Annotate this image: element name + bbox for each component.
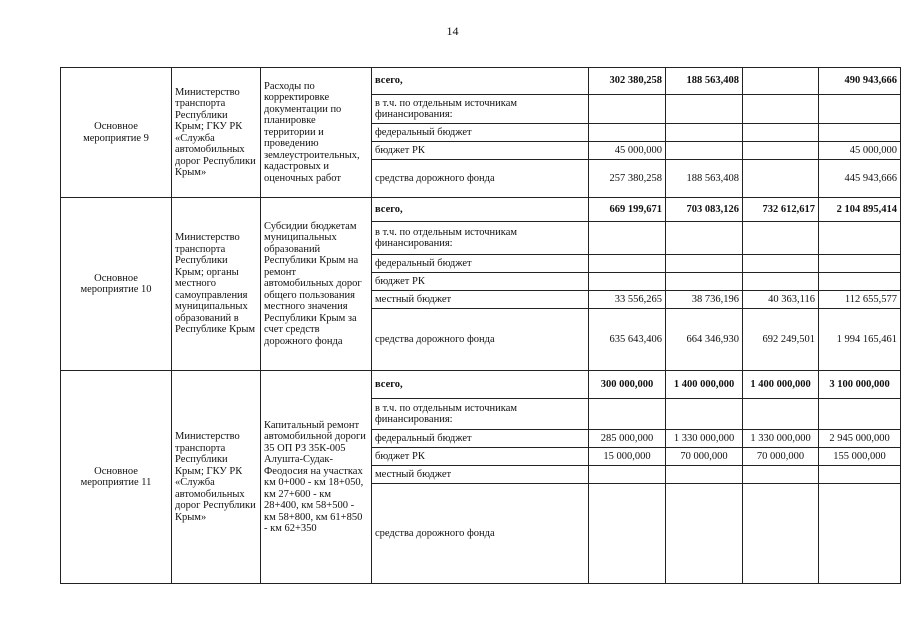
year-value — [666, 222, 743, 255]
year-value: 302 380,258 — [589, 68, 666, 95]
year-value — [589, 484, 666, 584]
description-cell: Субсидии бюджетам муниципальных образований Республики Крым на ремонт автомобильных дорог общего пользования местного значения Республики Крым за счет средств дорожного фонда — [261, 198, 372, 371]
total-value — [819, 255, 901, 273]
executor-cell: Министерство транспорта Республики Крым; ГКУ РК «Служба автомобильных дорог Республики Крым» — [172, 68, 261, 198]
year-value — [743, 142, 819, 160]
year-value: 300 000,000 — [589, 371, 666, 399]
year-value: 45 000,000 — [589, 142, 666, 160]
total-value — [819, 124, 901, 142]
table-row — [61, 198, 901, 222]
funding-source: федеральный бюджет — [372, 124, 589, 142]
description-cell: Капитальный ремонт автомобильной дороги 35 ОП РЗ 35К-005 Алушта-Судак-Феодосия на участках км 0+000 - км 18+050, км 27+600 - км 28+400, км 58+500 - км 58+800, км 61+850 - км 62+350 — [261, 371, 372, 584]
year-value: 188 563,408 — [666, 160, 743, 198]
total-value: 45 000,000 — [819, 142, 901, 160]
executor-cell: Министерство транспорта Республики Крым; органы местного самоуправления муниципальных образований в Республике Крым — [172, 198, 261, 371]
total-value — [819, 466, 901, 484]
funding-source: в т.ч. по отдельным источникам финансирования: — [372, 95, 589, 124]
year-value: 33 556,265 — [589, 291, 666, 309]
year-value: 692 249,501 — [743, 309, 819, 371]
year-value: 1 330 000,000 — [666, 430, 743, 448]
year-value — [743, 95, 819, 124]
year-value — [666, 273, 743, 291]
year-value — [589, 399, 666, 430]
year-value — [743, 399, 819, 430]
year-value — [589, 466, 666, 484]
total-value — [819, 95, 901, 124]
funding-source: в т.ч. по отдельным источникам финансирования: — [372, 399, 589, 430]
total-value: 3 100 000,000 — [819, 371, 901, 399]
year-value: 38 736,196 — [666, 291, 743, 309]
total-value: 2 104 895,414 — [819, 198, 901, 222]
total-value: 112 655,577 — [819, 291, 901, 309]
funding-source: средства дорожного фонда — [372, 309, 589, 371]
year-value: 1 330 000,000 — [743, 430, 819, 448]
event-cell: Основное мероприятие 11 — [61, 371, 172, 584]
funding-source: средства дорожного фонда — [372, 160, 589, 198]
funding-source: местный бюджет — [372, 291, 589, 309]
year-value: 40 363,116 — [743, 291, 819, 309]
funding-source: бюджет РК — [372, 448, 589, 466]
year-value: 635 643,406 — [589, 309, 666, 371]
executor-cell: Министерство транспорта Республики Крым; ГКУ РК «Служба автомобильных дорог Республики Крым» — [172, 371, 261, 584]
year-value: 703 083,126 — [666, 198, 743, 222]
funding-source: федеральный бюджет — [372, 430, 589, 448]
year-value — [589, 124, 666, 142]
funding-source: бюджет РК — [372, 142, 589, 160]
year-value: 15 000,000 — [589, 448, 666, 466]
total-value: 1 994 165,461 — [819, 309, 901, 371]
year-value: 188 563,408 — [666, 68, 743, 95]
funding-source: бюджет РК — [372, 273, 589, 291]
year-value: 257 380,258 — [589, 160, 666, 198]
year-value — [743, 484, 819, 584]
table-row — [61, 371, 901, 399]
year-value — [666, 466, 743, 484]
funding-table — [60, 67, 901, 584]
table-row — [61, 68, 901, 95]
total-value: 490 943,666 — [819, 68, 901, 95]
event-cell: Основное мероприятие 9 — [61, 68, 172, 198]
year-value: 664 346,930 — [666, 309, 743, 371]
funding-source: федеральный бюджет — [372, 255, 589, 273]
total-value: 2 945 000,000 — [819, 430, 901, 448]
year-value — [743, 466, 819, 484]
total-value — [819, 273, 901, 291]
year-value — [666, 399, 743, 430]
total-value: 445 943,666 — [819, 160, 901, 198]
year-value: 1 400 000,000 — [743, 371, 819, 399]
year-value — [666, 95, 743, 124]
year-value: 732 612,617 — [743, 198, 819, 222]
year-value — [743, 68, 819, 95]
year-value — [743, 222, 819, 255]
year-value: 669 199,671 — [589, 198, 666, 222]
total-value — [819, 222, 901, 255]
year-value: 1 400 000,000 — [666, 371, 743, 399]
year-value — [666, 484, 743, 584]
total-value — [819, 484, 901, 584]
year-value — [666, 142, 743, 160]
description-cell: Расходы по корректировке документации по планировке территории и проведению землеустроительных, кадастровых и оценочных работ — [261, 68, 372, 198]
funding-source: всего, — [372, 198, 589, 222]
total-value: 155 000,000 — [819, 448, 901, 466]
year-value: 70 000,000 — [743, 448, 819, 466]
year-value — [589, 255, 666, 273]
year-value — [743, 255, 819, 273]
year-value — [589, 273, 666, 291]
year-value — [589, 222, 666, 255]
funding-source: всего, — [372, 371, 589, 399]
year-value — [589, 95, 666, 124]
year-value — [743, 124, 819, 142]
event-cell: Основное мероприятие 10 — [61, 198, 172, 371]
year-value — [666, 124, 743, 142]
total-value — [819, 399, 901, 430]
year-value: 70 000,000 — [666, 448, 743, 466]
funding-source: местный бюджет — [372, 466, 589, 484]
year-value — [743, 160, 819, 198]
year-value: 285 000,000 — [589, 430, 666, 448]
funding-source: средства дорожного фонда — [372, 484, 589, 584]
page-number: 14 — [446, 24, 459, 38]
year-value — [666, 255, 743, 273]
funding-source: в т.ч. по отдельным источникам финансирования: — [372, 222, 589, 255]
funding-source: всего, — [372, 68, 589, 95]
year-value — [743, 273, 819, 291]
